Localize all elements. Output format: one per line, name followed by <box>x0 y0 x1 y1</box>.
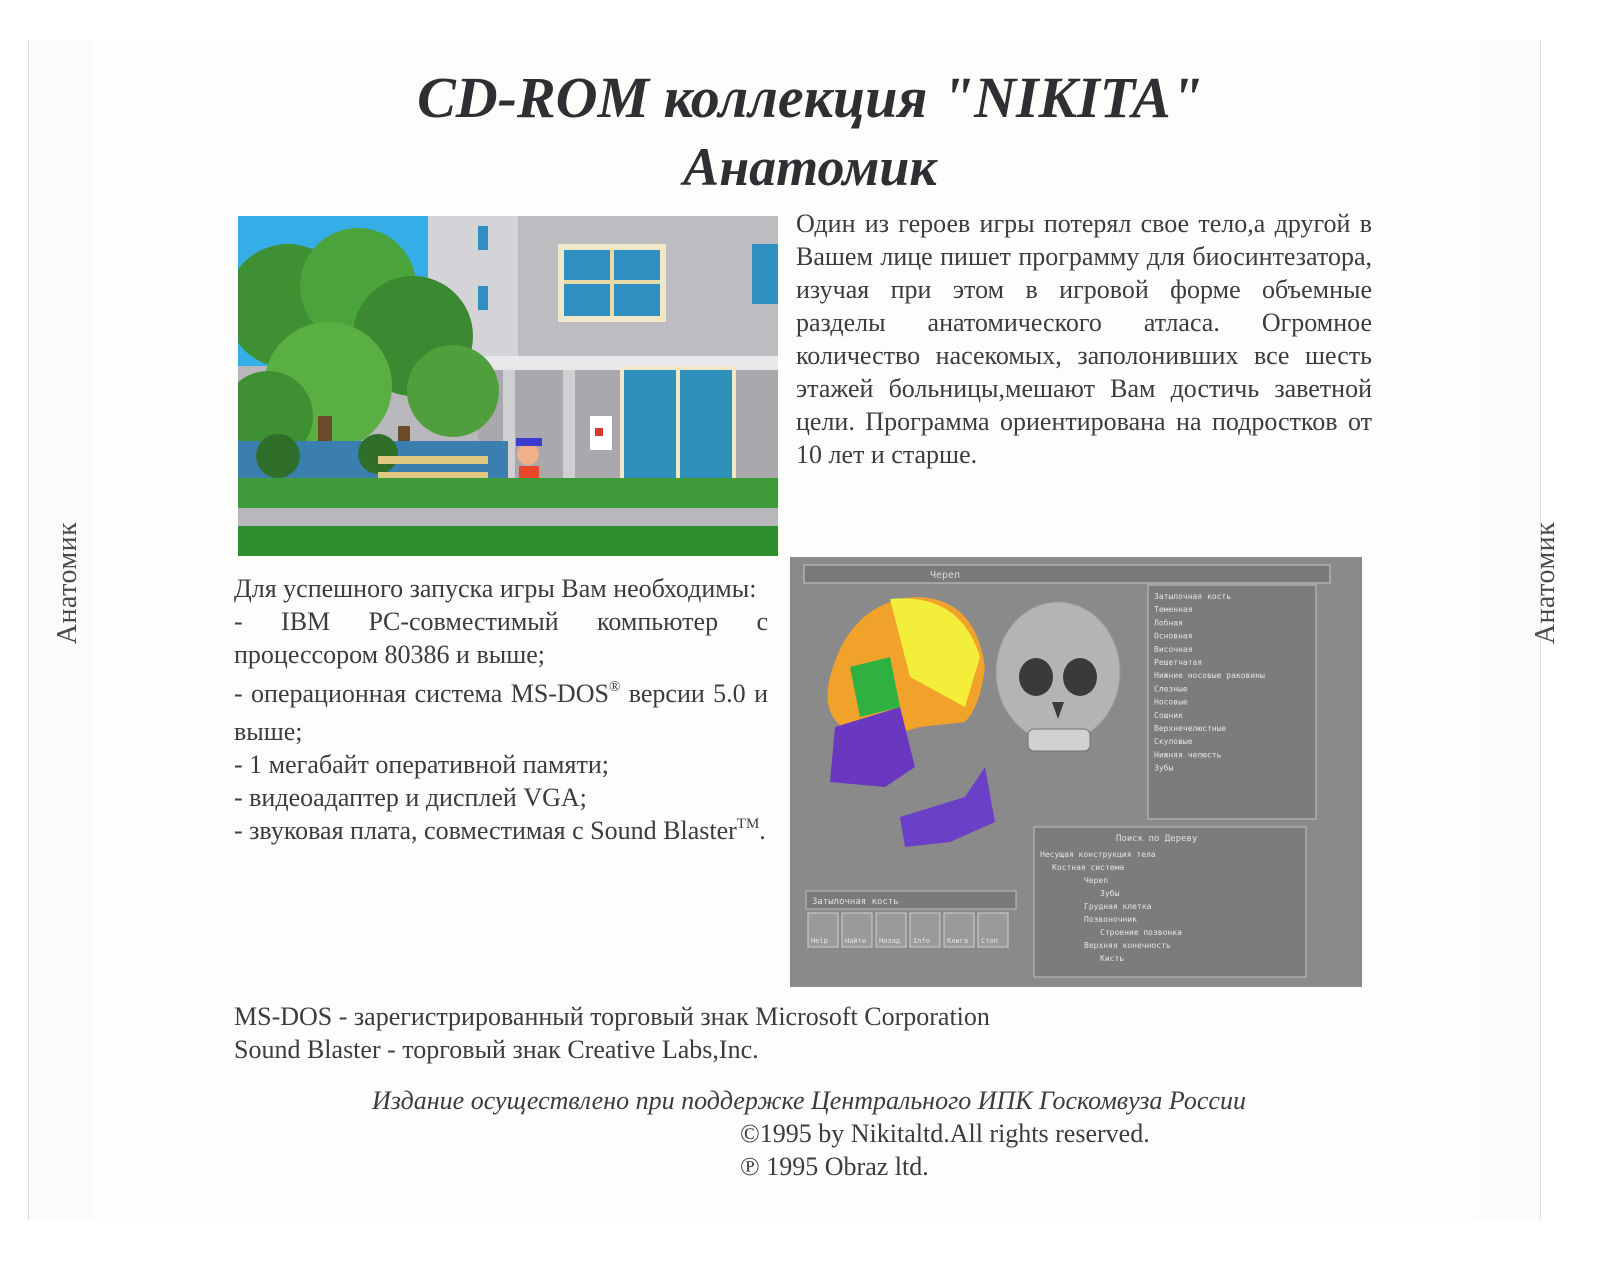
gray-skull-teeth <box>1028 729 1090 751</box>
tree-node[interactable]: Грудная клетка <box>1084 902 1152 911</box>
requirement-os-text: - операционная система MS-DOS <box>234 679 609 708</box>
search-tree-title: Поиск по Дереву <box>1116 834 1198 844</box>
requirement-pc: - IBM PC-совместимый компьютер с процессором 80386 и выше; <box>234 607 768 669</box>
copyright-nikita: ©1995 by Nikitaltd.All rights reserved. <box>740 1119 1150 1148</box>
tool-button-label[interactable]: Книга <box>947 937 969 945</box>
bone-list-item[interactable]: Нижняя челюсть <box>1154 750 1222 760</box>
requirement-video: - видеоадаптер и дисплей VGA; <box>234 783 587 812</box>
left-spine-label: Анатомик <box>52 521 83 645</box>
product-title: Анатомик <box>683 137 937 197</box>
requirement-sound-end: . <box>759 816 766 845</box>
copyright-obraz: ℗ 1995 Obraz ltd. <box>740 1152 929 1181</box>
skull-app-window <box>790 557 1362 987</box>
bone-list-item[interactable]: Затылочная кость <box>1154 592 1232 601</box>
tree-node[interactable]: Череп <box>1084 876 1109 885</box>
bone-list-item[interactable]: Скуловые <box>1154 737 1193 747</box>
tool-button-label[interactable]: Help <box>811 937 828 945</box>
bone-list-item[interactable]: Зубы <box>1154 763 1174 773</box>
trademark-msdos: MS-DOS - зарегистрированный торговый знак Microsoft Corporation <box>234 1002 990 1031</box>
tree-node[interactable]: Кисть <box>1100 954 1125 963</box>
status-bar-text: Затылочная кость <box>812 897 899 907</box>
bone-list-item[interactable]: Основная <box>1154 631 1193 641</box>
edition-note: Издание осуществлено при поддержке Центрального ИПК Госкомвуза России <box>372 1086 1246 1115</box>
courtyard-scene-illustration <box>238 216 778 556</box>
tree-node[interactable]: Позвоночник <box>1084 915 1137 924</box>
tool-button-label[interactable]: Найти <box>845 937 867 945</box>
bone-list-item[interactable]: Лобная <box>1154 618 1183 628</box>
tree-node[interactable]: Верхняя конечность <box>1084 941 1171 950</box>
bone-list-item[interactable]: Сошник <box>1154 710 1183 720</box>
bone-list-item[interactable]: Нижние носовые раковины <box>1154 671 1265 681</box>
requirement-os <box>234 677 768 748</box>
tree-node[interactable]: Зубы <box>1100 889 1120 898</box>
bone-list-item[interactable]: Носовые <box>1154 697 1188 707</box>
game-screenshot <box>238 216 778 556</box>
trademark-mark: TM <box>736 816 760 832</box>
requirements-intro: Для успешного запуска игры Вам необходимы: <box>234 574 757 603</box>
skull-window-title: Череп <box>930 570 961 581</box>
trademark-notes <box>234 1000 990 1066</box>
anatomy-program-screenshot <box>790 557 1362 987</box>
right-spine-label: Анатомик <box>1530 521 1561 645</box>
requirement-os-version: версии 5.0 и выше; <box>234 679 768 746</box>
requirement-memory: - 1 мегабайт оперативной памяти; <box>234 750 609 779</box>
tool-button-label[interactable]: Стоп <box>981 937 998 945</box>
collection-title: CD-ROM коллекция "NIKITA" <box>417 65 1203 130</box>
trademark-soundblaster: Sound Blaster - торговый знак Creative Labs,Inc. <box>234 1035 759 1064</box>
gray-skull-cranium <box>996 602 1120 742</box>
tree-node[interactable]: Строение позвонка <box>1100 928 1182 937</box>
bone-list-item[interactable]: Теменная <box>1154 605 1193 615</box>
tool-button-label[interactable]: Info <box>913 937 930 945</box>
registered-mark: ® <box>608 679 621 695</box>
bone-list-item[interactable]: Височная <box>1154 644 1193 654</box>
system-requirements <box>234 572 768 852</box>
bone-list-item[interactable]: Слезные <box>1154 684 1188 694</box>
game-description: Один из героев игры потерял свое тело,а другой в Вашем лице пишет программу для биосинтезатора, изучая при этом в игровой форме объемные разделы анатомического атласа. Огромное количество насекомых, заполонивших все шесть этажей больницы,мешают Вам достичь заветной цели. Программа ориентирована на подростков от 10 лет и старше. <box>796 209 1372 469</box>
left-eye-socket <box>1019 658 1053 696</box>
requirement-sound <box>234 814 768 852</box>
tree-node[interactable]: Костная система <box>1052 863 1125 872</box>
requirement-sound-text: - звуковая плата, совместимая с Sound Blaster <box>234 816 737 845</box>
bone-list-item[interactable]: Верхнечелюстные <box>1154 724 1227 733</box>
bone-list-item[interactable]: Решетчатая <box>1154 658 1203 667</box>
tool-button-label[interactable]: Назад <box>879 937 901 945</box>
tree-node[interactable]: Несущая конструкция тела <box>1040 850 1156 859</box>
right-eye-socket <box>1063 658 1097 696</box>
